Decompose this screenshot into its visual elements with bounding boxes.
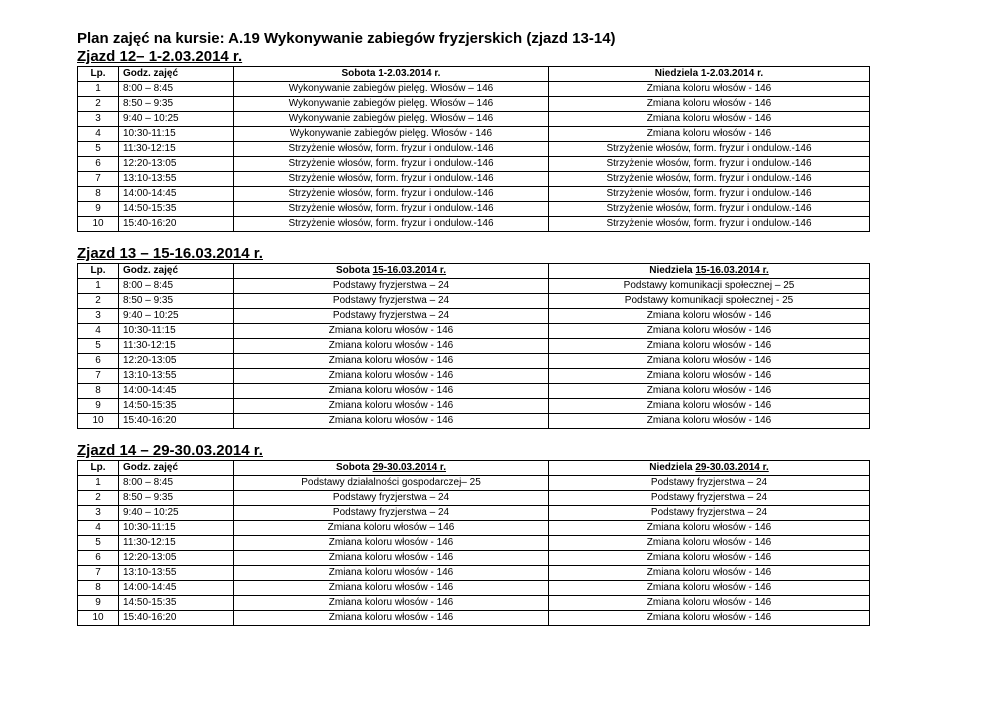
table-row [78, 309, 870, 324]
table-row [78, 596, 870, 611]
header-saturday-date: 15-16.03.2014 r. [372, 265, 447, 276]
cell-sunday: Zmiana koloru włosów - 146 [549, 536, 870, 551]
cell-sunday: Zmiana koloru włosów - 146 [549, 97, 870, 112]
cell-saturday: Strzyżenie włosów, form. fryzur i ondulow.-146 [234, 217, 549, 232]
header-lp: Lp. [78, 67, 119, 82]
cell-lp: 6 [78, 157, 119, 172]
cell-sunday: Zmiana koloru włosów - 146 [549, 596, 870, 611]
cell-saturday: Zmiana koloru włosów - 146 [234, 384, 549, 399]
cell-lp: 4 [78, 324, 119, 339]
table-header-row [78, 264, 870, 279]
cell-saturday: Strzyżenie włosów, form. fryzur i ondulow.-146 [234, 187, 549, 202]
header-saturday [234, 461, 549, 476]
cell-time: 9:40 – 10:25 [119, 309, 234, 324]
cell-time: 15:40-16:20 [119, 217, 234, 232]
sections-container [77, 48, 869, 626]
cell-sunday: Podstawy fryzjerstwa – 24 [549, 506, 870, 521]
table-row [78, 611, 870, 626]
cell-lp: 2 [78, 294, 119, 309]
table-row [78, 491, 870, 506]
cell-time: 13:10-13:55 [119, 172, 234, 187]
table-row [78, 536, 870, 551]
cell-saturday: Zmiana koloru włosów - 146 [234, 551, 549, 566]
table-row [78, 279, 870, 294]
section-spacer [77, 429, 869, 442]
table-row [78, 202, 870, 217]
table-row [78, 369, 870, 384]
cell-lp: 2 [78, 491, 119, 506]
cell-saturday: Zmiana koloru włosów - 146 [234, 339, 549, 354]
table-row [78, 399, 870, 414]
cell-lp: 3 [78, 506, 119, 521]
table-row [78, 581, 870, 596]
cell-saturday: Zmiana koloru włosów - 146 [234, 536, 549, 551]
cell-saturday: Wykonywanie zabiegów pielęg. Włosów - 146 [234, 127, 549, 142]
header-sunday-date: 1-2.03.2014 r. [700, 68, 764, 79]
header-sunday [549, 67, 870, 82]
header-saturday-label: Sobota [335, 265, 373, 276]
cell-saturday: Strzyżenie włosów, form. fryzur i ondulow.-146 [234, 157, 549, 172]
cell-saturday: Zmiana koloru włosów - 146 [234, 581, 549, 596]
table-row [78, 294, 870, 309]
cell-saturday: Podstawy fryzjerstwa – 24 [234, 506, 549, 521]
cell-lp: 3 [78, 309, 119, 324]
cell-time: 13:10-13:55 [119, 566, 234, 581]
table-row [78, 521, 870, 536]
header-time: Godz. zajęć [119, 67, 234, 82]
cell-sunday: Zmiana koloru włosów - 146 [549, 399, 870, 414]
cell-saturday: Strzyżenie włosów, form. fryzur i ondulow.-146 [234, 172, 549, 187]
cell-time: 8:00 – 8:45 [119, 82, 234, 97]
cell-time: 14:00-14:45 [119, 581, 234, 596]
cell-lp: 8 [78, 187, 119, 202]
header-sunday-label: Niedziela [649, 462, 696, 473]
table-row [78, 551, 870, 566]
cell-sunday: Zmiana koloru włosów - 146 [549, 354, 870, 369]
table-row [78, 127, 870, 142]
cell-time: 14:50-15:35 [119, 399, 234, 414]
schedule-table [77, 66, 870, 232]
header-sunday-label: Niedziela [654, 68, 701, 79]
cell-lp: 5 [78, 536, 119, 551]
cell-saturday: Strzyżenie włosów, form. fryzur i ondulow.-146 [234, 202, 549, 217]
schedule-table [77, 460, 870, 626]
cell-lp: 2 [78, 97, 119, 112]
cell-saturday: Zmiana koloru włosów – 146 [234, 521, 549, 536]
cell-sunday: Zmiana koloru włosów - 146 [549, 384, 870, 399]
cell-sunday: Zmiana koloru włosów - 146 [549, 414, 870, 429]
cell-time: 8:50 – 9:35 [119, 294, 234, 309]
cell-lp: 4 [78, 521, 119, 536]
cell-time: 14:00-14:45 [119, 187, 234, 202]
cell-time: 12:20-13:05 [119, 354, 234, 369]
table-row [78, 324, 870, 339]
cell-sunday: Strzyżenie włosów, form. fryzur i ondulow.-146 [549, 187, 870, 202]
cell-sunday: Strzyżenie włosów, form. fryzur i ondulow.-146 [549, 142, 870, 157]
table-row [78, 82, 870, 97]
cell-time: 14:50-15:35 [119, 202, 234, 217]
cell-sunday: Zmiana koloru włosów - 146 [549, 521, 870, 536]
cell-lp: 10 [78, 217, 119, 232]
table-row [78, 97, 870, 112]
table-row [78, 112, 870, 127]
table-row [78, 142, 870, 157]
cell-lp: 10 [78, 611, 119, 626]
cell-sunday: Zmiana koloru włosów - 146 [549, 611, 870, 626]
cell-sunday: Podstawy komunikacji społecznej - 25 [549, 294, 870, 309]
cell-lp: 8 [78, 581, 119, 596]
cell-lp: 5 [78, 142, 119, 157]
cell-lp: 7 [78, 172, 119, 187]
cell-lp: 4 [78, 127, 119, 142]
header-time: Godz. zajęć [119, 461, 234, 476]
cell-lp: 6 [78, 354, 119, 369]
header-sunday [549, 264, 870, 279]
table-row [78, 476, 870, 491]
cell-saturday: Zmiana koloru włosów - 146 [234, 596, 549, 611]
table-header-row [78, 67, 870, 82]
table-row [78, 217, 870, 232]
cell-sunday: Zmiana koloru włosów - 146 [549, 324, 870, 339]
cell-saturday: Wykonywanie zabiegów pielęg. Włosów – 146 [234, 82, 549, 97]
cell-lp: 7 [78, 369, 119, 384]
cell-saturday: Zmiana koloru włosów - 146 [234, 354, 549, 369]
header-saturday-label: Sobota [335, 462, 373, 473]
header-sunday [549, 461, 870, 476]
cell-sunday: Zmiana koloru włosów - 146 [549, 369, 870, 384]
table-row [78, 157, 870, 172]
cell-sunday: Podstawy komunikacji społecznej – 25 [549, 279, 870, 294]
header-lp: Lp. [78, 461, 119, 476]
cell-saturday: Podstawy fryzjerstwa – 24 [234, 491, 549, 506]
cell-sunday: Zmiana koloru włosów - 146 [549, 551, 870, 566]
cell-time: 8:50 – 9:35 [119, 491, 234, 506]
header-sunday-date: 29-30.03.2014 r. [695, 462, 769, 473]
cell-time: 14:00-14:45 [119, 384, 234, 399]
header-saturday-date: 29-30.03.2014 r. [372, 462, 447, 473]
cell-time: 13:10-13:55 [119, 369, 234, 384]
cell-time: 8:50 – 9:35 [119, 97, 234, 112]
cell-time: 11:30-12:15 [119, 536, 234, 551]
cell-sunday: Strzyżenie włosów, form. fryzur i ondulow.-146 [549, 217, 870, 232]
cell-lp: 9 [78, 596, 119, 611]
cell-time: 15:40-16:20 [119, 414, 234, 429]
section-title: Zjazd 14 – 29-30.03.2014 r. [77, 442, 263, 459]
cell-lp: 10 [78, 414, 119, 429]
cell-sunday: Zmiana koloru włosów - 146 [549, 309, 870, 324]
table-row [78, 339, 870, 354]
table-row [78, 414, 870, 429]
header-lp: Lp. [78, 264, 119, 279]
cell-saturday: Podstawy działalności gospodarczej– 25 [234, 476, 549, 491]
cell-saturday: Strzyżenie włosów, form. fryzur i ondulow.-146 [234, 142, 549, 157]
header-saturday [234, 67, 549, 82]
cell-saturday: Zmiana koloru włosów - 146 [234, 369, 549, 384]
cell-saturday: Podstawy fryzjerstwa – 24 [234, 294, 549, 309]
cell-lp: 8 [78, 384, 119, 399]
header-sunday-date: 15-16.03.2014 r. [695, 265, 769, 276]
document-title: Plan zajęć na kursie: A.19 Wykonywanie zabiegów fryzjerskich (zjazd 13-14) [77, 30, 616, 47]
cell-time: 12:20-13:05 [119, 157, 234, 172]
header-time: Godz. zajęć [119, 264, 234, 279]
cell-saturday: Podstawy fryzjerstwa – 24 [234, 279, 549, 294]
cell-time: 10:30-11:15 [119, 127, 234, 142]
cell-time: 8:00 – 8:45 [119, 476, 234, 491]
header-sunday-label: Niedziela [649, 265, 696, 276]
cell-lp: 5 [78, 339, 119, 354]
header-saturday [234, 264, 549, 279]
cell-lp: 9 [78, 202, 119, 217]
table-row [78, 506, 870, 521]
cell-saturday: Zmiana koloru włosów - 146 [234, 566, 549, 581]
section-spacer [77, 232, 869, 245]
cell-saturday: Podstawy fryzjerstwa – 24 [234, 309, 549, 324]
schedule-document [77, 30, 869, 626]
cell-sunday: Strzyżenie włosów, form. fryzur i ondulow.-146 [549, 202, 870, 217]
cell-time: 10:30-11:15 [119, 324, 234, 339]
schedule-table [77, 263, 870, 429]
cell-saturday: Zmiana koloru włosów - 146 [234, 414, 549, 429]
cell-sunday: Zmiana koloru włosów - 146 [549, 339, 870, 354]
cell-sunday: Strzyżenie włosów, form. fryzur i ondulow.-146 [549, 157, 870, 172]
table-row [78, 172, 870, 187]
cell-lp: 1 [78, 476, 119, 491]
cell-sunday: Podstawy fryzjerstwa – 24 [549, 476, 870, 491]
cell-time: 9:40 – 10:25 [119, 506, 234, 521]
cell-saturday: Wykonywanie zabiegów pielęg. Włosów – 146 [234, 112, 549, 127]
cell-sunday: Strzyżenie włosów, form. fryzur i ondulow.-146 [549, 172, 870, 187]
cell-lp: 1 [78, 82, 119, 97]
cell-sunday: Zmiana koloru włosów - 146 [549, 112, 870, 127]
header-saturday-label: Sobota [341, 68, 379, 79]
cell-time: 11:30-12:15 [119, 339, 234, 354]
table-row [78, 354, 870, 369]
section-title: Zjazd 12– 1-2.03.2014 r. [77, 48, 243, 65]
cell-sunday: Zmiana koloru włosów - 146 [549, 566, 870, 581]
cell-saturday: Zmiana koloru włosów - 146 [234, 324, 549, 339]
cell-time: 10:30-11:15 [119, 521, 234, 536]
cell-lp: 6 [78, 551, 119, 566]
table-row [78, 384, 870, 399]
cell-time: 14:50-15:35 [119, 596, 234, 611]
cell-time: 9:40 – 10:25 [119, 112, 234, 127]
cell-time: 11:30-12:15 [119, 142, 234, 157]
cell-lp: 1 [78, 279, 119, 294]
header-saturday-date: 1-2.03.2014 r. [378, 68, 441, 79]
cell-lp: 7 [78, 566, 119, 581]
cell-time: 8:00 – 8:45 [119, 279, 234, 294]
cell-time: 15:40-16:20 [119, 611, 234, 626]
cell-lp: 3 [78, 112, 119, 127]
cell-saturday: Wykonywanie zabiegów pielęg. Włosów – 146 [234, 97, 549, 112]
cell-saturday: Zmiana koloru włosów - 146 [234, 611, 549, 626]
table-header-row [78, 461, 870, 476]
cell-sunday: Zmiana koloru włosów - 146 [549, 127, 870, 142]
section-title: Zjazd 13 – 15-16.03.2014 r. [77, 245, 263, 262]
cell-lp: 9 [78, 399, 119, 414]
cell-time: 12:20-13:05 [119, 551, 234, 566]
cell-saturday: Zmiana koloru włosów - 146 [234, 399, 549, 414]
cell-sunday: Zmiana koloru włosów - 146 [549, 82, 870, 97]
table-row [78, 187, 870, 202]
table-row [78, 566, 870, 581]
cell-sunday: Zmiana koloru włosów - 146 [549, 581, 870, 596]
cell-sunday: Podstawy fryzjerstwa – 24 [549, 491, 870, 506]
